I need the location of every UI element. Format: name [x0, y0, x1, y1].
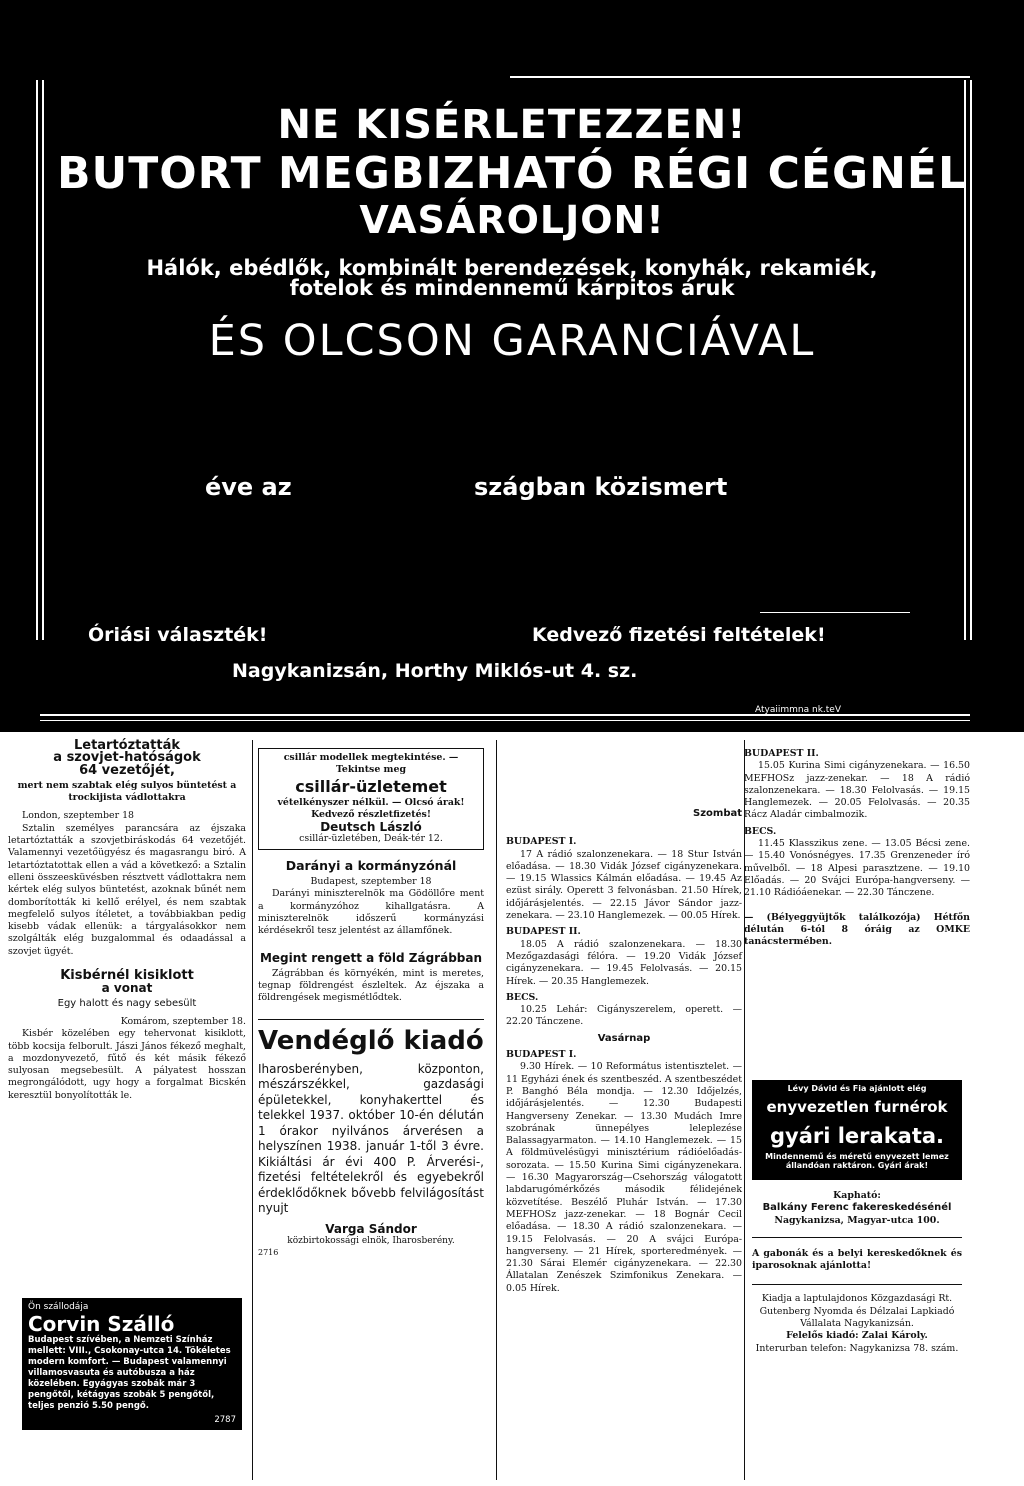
- publisher-phone: Interurban telefon: Nagykanizsa 78. szám.: [755, 1342, 959, 1354]
- ad-corner-text: Atyaiimmna nk.teV: [755, 705, 841, 715]
- chandelier-ad-intro: csillár modellek megtekintése. — Tekintse meg: [283, 752, 459, 776]
- veneer-ad-headline: enyvezetlen furnérok: [766, 1098, 948, 1116]
- radio-station-heading: BECS.: [506, 991, 539, 1003]
- veneer-ad-available: Kapható:: [833, 1190, 881, 1201]
- radio-program: 10.25 Lehár: Cigányszerelem, operett. — 22.20 Tánczene.: [506, 1004, 742, 1028]
- radio-program: 11.45 Klasszikus zene. — 13.05 Bécsi zene. — 15.40 Vonósnégyes. 17.35 Grenzeneder író művelből. — 18 Alpesi parasztzene. — 19.10 Előadás. — 20 Svájci Európa-hangverseny. — 21.10 Rádióáenekar. — 22.30 Tánczene.: [744, 838, 970, 899]
- ad-fragment-right: szágban közismert: [474, 473, 728, 501]
- chandelier-ad-terms: vételkényszer nélkül. — Olcsó árak! Kedvező részletfizetés!: [277, 796, 465, 820]
- article-dateline: Budapest, szeptember 18: [310, 876, 432, 888]
- veneer-ad-details: [752, 1190, 962, 1355]
- ad-fragment-left: éve az: [205, 473, 292, 501]
- article-body: Kisbér közelében egy tehervonat kisiklott, több kocsija felborult. Jászi János fékező meghalt, a mozdonyvezető, fűtő és két másik fékező sulyosan megsebesült. A pályatest hosszan megrongálódott, ugy hogy a forgalmat Bicskén keresztül bonyolították le.: [8, 1028, 246, 1101]
- chandelier-ad-address: csillár-üzletében, Deák-tér 12.: [299, 833, 443, 845]
- column-4: [744, 748, 970, 948]
- ad-products-line-2: fotelok és mindennemű kárpitos áruk: [289, 276, 735, 300]
- radio-station-heading: BUDAPEST II.: [744, 748, 819, 759]
- hotel-ad-body: Budapest szívében, a Nemzeti Színház mellett: VIII., Csokonay-utca 14. Tökéletes modern komfort. — Budapest valamennyi villamosvasuta és autóbusza a ház közelében. Egyágyas szobák már 3 pengőtől, kétágyas szobák 5 pengőtől, teljes penzió 5.50 pengő.: [28, 1335, 231, 1411]
- article-subtitle: mert nem szabtak elég sulyos büntetést a trockijista vádlottakra: [17, 779, 237, 804]
- ad-choice: Óriási választék!: [88, 624, 268, 646]
- article-dateline: Komárom, szeptember 18.: [120, 1015, 246, 1027]
- veneer-ad-merchant: Balkány Ferenc fakereskedésénél: [762, 1202, 952, 1214]
- ad-address: Nagykanizsán, Horthy Miklós-ut 4. sz.: [232, 660, 638, 682]
- article-subtitle: Egy halott és nagy sebesült: [57, 997, 197, 1009]
- ad-guarantee-line: ÉS OLCSON GARANCIÁVAL: [208, 316, 816, 366]
- hotel-ad-name: Corvin Szálló: [28, 1312, 175, 1336]
- hotel-ad-code: 2787: [214, 1415, 236, 1425]
- article-title: a szovjet-hatóságok: [53, 750, 201, 766]
- publisher-info: Kiadja a laptulajdonos Közgazdasági Rt. Gutenberg Nyomda és Délzalai Lapkiadó Vállalata Nagykanizsán.: [759, 1293, 955, 1330]
- radio-day-heading: Szombat: [693, 808, 742, 819]
- veneer-ad-intro: Lévy Dávid és Fia ajánlott elég: [787, 1084, 927, 1093]
- furniture-advertisement: [0, 0, 1024, 732]
- inn-ad-signature: Varga Sándor: [325, 1221, 417, 1236]
- radio-program: 17 A rádió szalonzenekara. — 18 Stur István előadása. — 18.30 Vidák József cigányzenekara. — 19.15 Wlassics Kálmán előadása. — 19.45 Az ezüst sirály. Operett 3 felvonásban. 21.50 Hírek, időjárásjelentés. — 22.15 Jávor Sándor jazz-zenekara. — 23.10 Hanglemezek. — 00.05 Hírek.: [506, 848, 742, 922]
- article-dateline: London, szeptember 18: [22, 810, 134, 822]
- article-title: Megint rengett a föld Zágrábban: [259, 950, 483, 965]
- article-body: Darányi miniszterelnök ma Gödöllőre ment a kormányzóhoz kihallgatásra. A miniszterelnök időszerű kormányzási kérdésekről tesz jelentést az államfőnek.: [258, 888, 484, 937]
- hotel-ad-heading: Ön szállodája: [28, 1302, 89, 1312]
- article-body: Sztalin személyes parancsára az éjszaka letartóztatták a szovjetbiráskodás 64 vezetőjét. Valamennyi vezetőügyész és magasrangu biró. A letartóztatottak ellen a vád a következő: a Sztalin elleni összeesküvésben résztvett vádlottakra nem kértek elég sulyos büntetést, azoknak bűnét nem domborították ki kellő erélyel, és nem szabtak megfelelő sulyos ítéletet, a továbbiakban pedig kisebb vádak ellenük: a tárgyalásokkor nem szolgálták elég buzgalommal és odaadással a szovjet ügyét.: [8, 822, 246, 957]
- veneer-ad-address: Nagykanizsa, Magyar-utca 100.: [774, 1214, 940, 1226]
- radio-station-heading: BUDAPEST I.: [506, 836, 577, 848]
- chandelier-advertisement: [258, 748, 484, 850]
- chandelier-ad-owner: Deutsch László: [320, 820, 422, 835]
- veneer-ad-headline-2: gyári lerakata.: [769, 1124, 945, 1148]
- radio-program: 15.05 Kurina Simi cigányzenekara. — 16.50 MEFHOSz jazz-zenekar. — 18 A rádió szalonzenekara. — 18.30 Felolvasás. — 19.15 Hanglemezek. — 20.05 Felolvasás. — 20.35 Rácz Aladár cimbalmozik.: [744, 760, 970, 821]
- article-title: Darányi a kormányzónál: [285, 857, 457, 873]
- inn-ad-body: Iharosberényben, központon, mészárszékkel, gazdasági épületekkel, konyhakerttel és telekkel 1937. október 10-én délután 1 órakor nyilvános árverésen a helyszínen 1938. január 1-től 3 évre. Kikiáltási ár évi 400 P. Árverési-, fizetési feltételekről és egyebekről érdeklődőknek bővebb felvilágosítást nyujt: [258, 1061, 484, 1216]
- inn-ad-signature-title: közbirtokossági elnök, Iharosberény.: [287, 1236, 455, 1247]
- hotel-advertisement: [22, 1298, 242, 1430]
- radio-program: 18.05 A rádió szalonzenekara. — 18.30 Mezőgazdasági félóra. — 19.20 Vidák József cigányzenekara. — 19.45 Felolvasás. — 20.15 Hírek. — 20.35 Hanglemezek.: [506, 938, 742, 987]
- trade-notice: A gabonák és a belyi kereskedőknek és iparosoknak ajánlotta!: [752, 1247, 962, 1272]
- radio-station-heading: BECS.: [744, 825, 777, 837]
- article-title: 64 vezetőjét,: [79, 762, 175, 778]
- article-title: Kisbérnél kisiklott: [60, 968, 194, 984]
- ad-products-line-1: Hálók, ebédlők, kombinált berendezések, konyhák, rekamiék,: [146, 256, 878, 280]
- ad-headline-2: BUTORT MEGBIZHATÓ RÉGI CÉGNÉL: [56, 148, 967, 199]
- stamp-collectors-notice: — (Bélyeggyüjtők találkozója) Hétfőn délután 6-tól 8 óráig az OMKE tanácstermében.: [744, 911, 970, 948]
- radio-station-heading: BUDAPEST II.: [506, 926, 581, 938]
- ad-payment-terms: Kedvező fizetési feltételek!: [532, 624, 826, 646]
- radio-day-heading: Vasárnap: [597, 1032, 651, 1044]
- veneer-advertisement: [752, 1080, 962, 1180]
- column-2: [258, 748, 484, 1260]
- inn-ad-code: 2716: [258, 1248, 279, 1258]
- article-title: Letartóztatták: [73, 738, 181, 753]
- ad-headline-1: NE KISÉRLETEZZEN!: [277, 102, 747, 148]
- article-body: Zágrábban és környékén, mint is meretes, tegnap földrengést észleltek. Az éjszaka a földrengések megismétlődtek.: [258, 967, 484, 1004]
- veneer-ad-stock: Mindennemű és méretű enyvezett lemez állandóan raktáron. Gyári árak!: [765, 1152, 949, 1170]
- column-1: [8, 740, 246, 1102]
- radio-program: 9.30 Hírek. — 10 Református istentisztelet. — 11 Egyházi ének és szentbeszéd. A szentbeszédet P. Banghó Béla mondja. — 12.30 Időjelzés, időjárásjelentés. — 12.30 Budapesti Hangverseny Zenekar. — 13.30 Mudách Imre szobrának ünnepélyes leleplezése Balassagyarmaton. — 14.10 Hanglemezek. — 15 A földmüvelésügyi minisztérium rádióelőadás-sorozata. — 15.50 Kurina Simi cigányzenekara. — 16.30 Magyarország—Csehország válogatott labdarugómérkőzés második félidejének közvetítése. Beszélő Pluhár István. — 17.30 MEFHOSz jazz-zenekar. — 18 Bognár Cecil előadása. — 18.30 A rádió szalonzenekara. — 19.15 Felolvasás. — 20 A svájci Európa-hangverseny. — 21 Hírek, sporteredmények. — 21.30 Sárai Elemér cigányzenekara. — 22.30 Állatalan Zenészek Szimfonikus Zenekara. — 0.05 Hírek.: [506, 1061, 742, 1294]
- publisher-editor: Felelős kiadó: Zalai Károly.: [786, 1330, 928, 1342]
- column-3: [506, 748, 742, 1295]
- chandelier-ad-headline: csillár-üzletemet: [295, 776, 447, 796]
- inn-ad-headline: Vendéglő kiadó: [258, 1025, 484, 1056]
- radio-station-heading: BUDAPEST I.: [506, 1049, 577, 1061]
- ad-headline-3: VASÁROLJON!: [359, 198, 665, 242]
- article-title: a vonat: [101, 981, 153, 996]
